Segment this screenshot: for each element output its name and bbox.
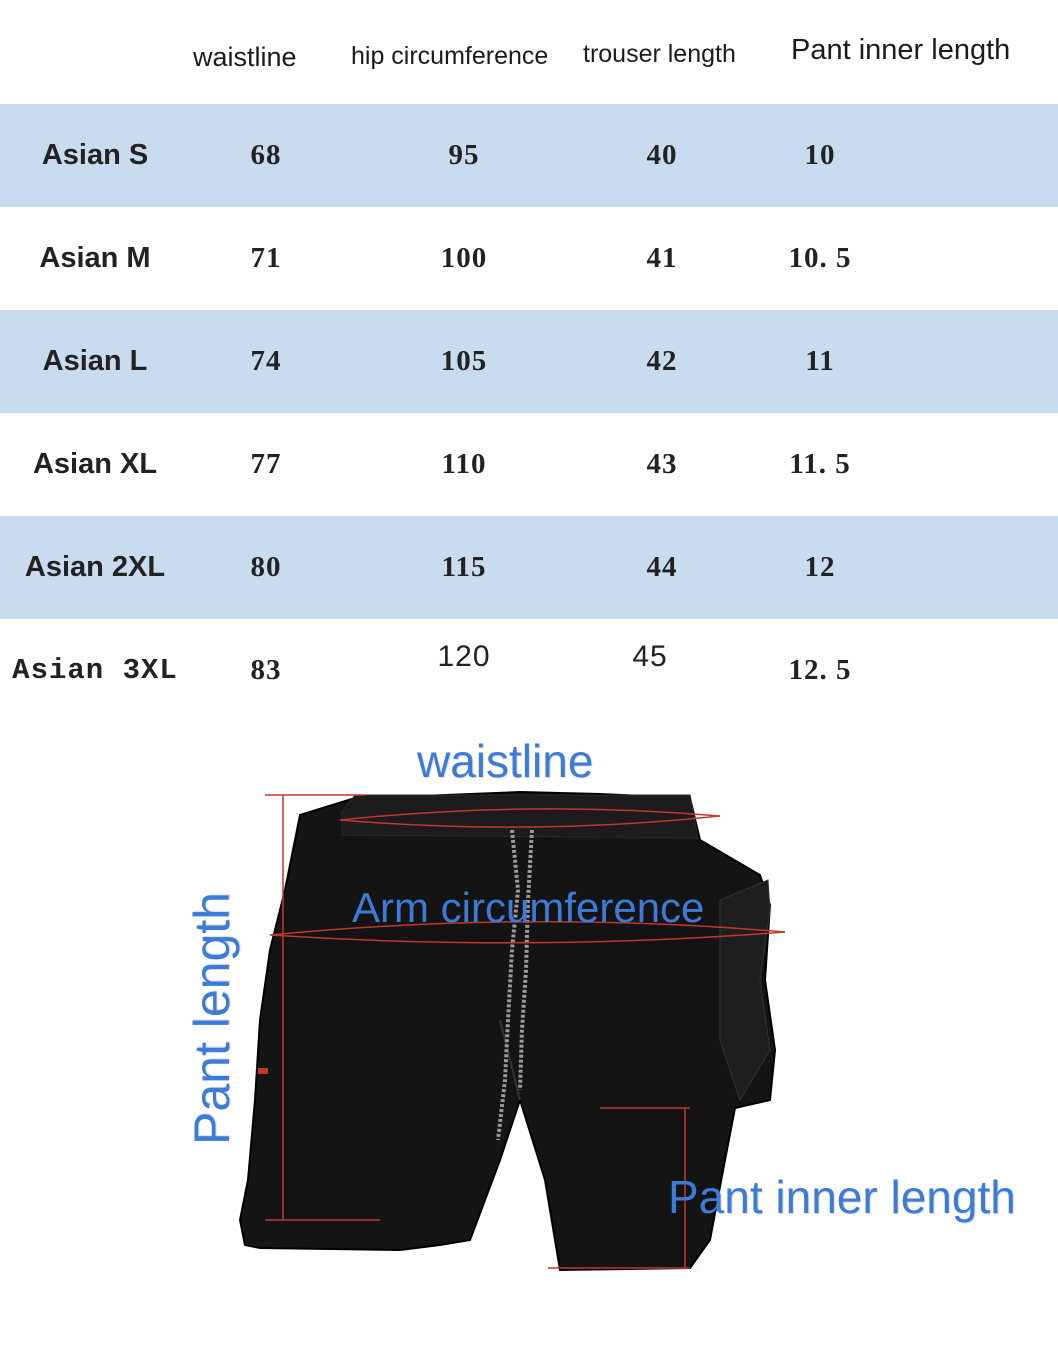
- size-label: Asian 3XL: [12, 654, 178, 687]
- side-tag: [258, 1068, 268, 1074]
- table-header: [0, 0, 1058, 100]
- trouser-length-value: 41: [646, 242, 678, 274]
- trouser-length-value: 43: [646, 448, 678, 480]
- shorts-illustration: [0, 720, 1058, 1340]
- waistline-label: waistline: [417, 735, 594, 787]
- size-label: Asian S: [41, 139, 149, 171]
- waistline-value: 71: [250, 242, 282, 274]
- hip-value: 100: [440, 242, 488, 274]
- table-row: [0, 413, 1058, 516]
- waistline-value: 83: [250, 654, 282, 686]
- inner-length-value: 10. 5: [788, 242, 852, 274]
- trouser-length-value: 44: [646, 551, 678, 583]
- arm-circumference-label: Arm circumference: [352, 884, 705, 931]
- header-waistline: waistline: [193, 42, 297, 72]
- table-row: [0, 310, 1058, 413]
- header-pant-inner-length: Pant inner length: [791, 34, 1011, 66]
- shorts-waistband: [342, 795, 698, 838]
- measurement-diagram: [0, 720, 1058, 1340]
- waistline-value: 80: [250, 551, 282, 583]
- hip-value: 115: [441, 551, 487, 583]
- size-label: Asian M: [39, 242, 151, 274]
- table-row: [0, 516, 1058, 619]
- waistline-value: 77: [250, 448, 282, 480]
- inner-length-value: 11. 5: [789, 448, 851, 480]
- trouser-length-value: 42: [646, 345, 678, 377]
- pant-inner-length-label: Pant inner length: [668, 1171, 1016, 1223]
- inner-length-value: 10: [804, 139, 836, 171]
- inner-length-value: 11: [805, 345, 835, 377]
- size-label: Asian 2XL: [24, 551, 166, 583]
- header-trouser-length: trouser length: [583, 40, 736, 68]
- pant-length-label: Pant length: [184, 892, 240, 1145]
- waistline-value: 74: [250, 345, 282, 377]
- size-label: Asian L: [42, 345, 148, 377]
- table-row: [0, 104, 1058, 207]
- inner-length-value: 12: [804, 551, 836, 583]
- trouser-length-value: 45: [632, 640, 668, 673]
- table-row: [0, 619, 1058, 722]
- waistline-value: 68: [250, 139, 282, 171]
- hip-value: 105: [440, 345, 488, 377]
- trouser-length-value: 40: [646, 139, 678, 171]
- hip-value: 95: [448, 139, 480, 171]
- hip-value: 120: [437, 640, 491, 673]
- table-row: [0, 207, 1058, 310]
- header-hip-circumference: hip circumference: [351, 42, 549, 70]
- size-label: Asian XL: [32, 448, 158, 480]
- inner-length-value: 12. 5: [788, 654, 852, 686]
- hip-value: 110: [441, 448, 487, 480]
